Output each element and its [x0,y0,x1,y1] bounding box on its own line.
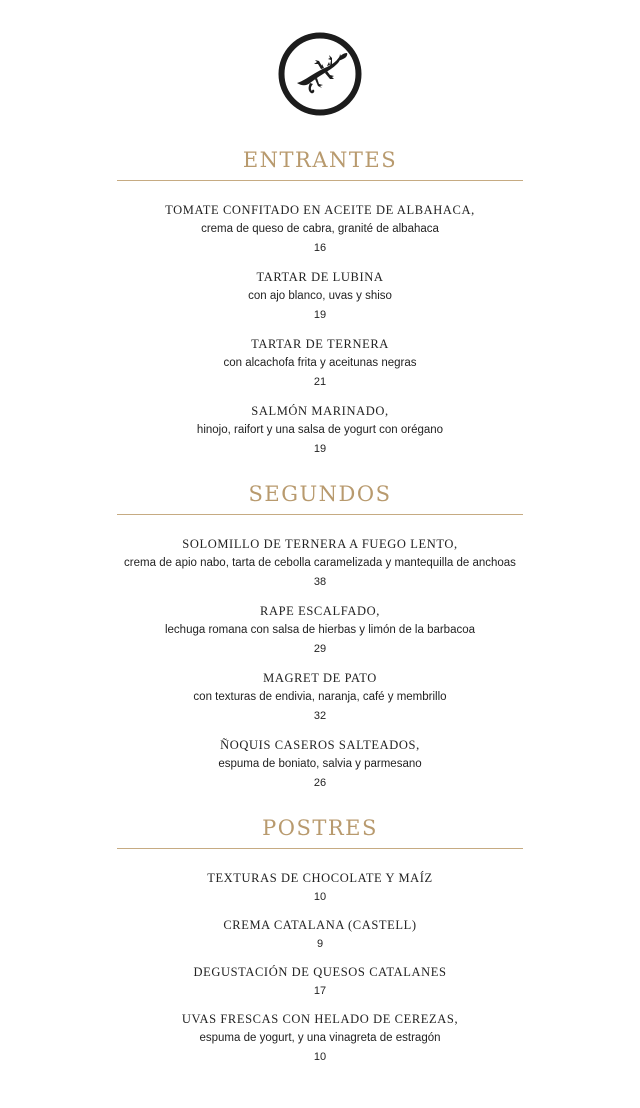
item-name: SOLOMILLO DE TERNERA A FUEGO LENTO, [182,537,458,551]
item-name: DEGUSTACIÓN DE QUESOS CATALANES [193,965,447,979]
item-price: 29 [313,643,327,655]
item-description: con texturas de endivia, naranja, café y membrillo [193,691,447,703]
menu-item [0,268,640,324]
menu-item [0,201,640,257]
item-price: 21 [313,376,327,388]
item-description: con alcachofa frita y aceitunas negras [223,357,417,369]
item-name: RAPE ESCALFADO, [260,604,380,618]
menu-item [0,535,640,591]
item-price: 10 [313,1051,327,1063]
menu-item [0,736,640,792]
item-price: 19 [313,443,327,455]
section-postres [0,814,640,1077]
item-name: UVAS FRESCAS CON HELADO DE CEREZAS, [181,1012,459,1026]
menu-item [0,869,640,906]
menu-item [0,1010,640,1066]
lizard-logo-icon [277,31,363,117]
item-description: espuma de yogurt, y una vinagreta de estragón [199,1032,441,1044]
menu-item [0,669,640,725]
item-description: espuma de boniato, salvia y parmesano [218,758,422,770]
section-divider [117,180,523,181]
section-segundos [0,480,640,803]
menu-item [0,963,640,1000]
item-name: ÑOQUIS CASEROS SALTEADOS, [220,738,420,752]
item-price: 9 [316,938,324,950]
item-name: TARTAR DE LUBINA [256,270,384,284]
item-name: SALMÓN MARINADO, [251,404,389,418]
item-description: con ajo blanco, uvas y shiso [248,290,392,302]
item-description: crema de queso de cabra, granité de albahaca [201,223,439,235]
section-title: POSTRES [262,816,378,840]
item-name: CREMA CATALANA (CASTELL) [223,918,417,932]
menu-item [0,402,640,458]
item-price: 17 [313,985,327,997]
item-name: MAGRET DE PATO [263,671,377,685]
item-description: lechuga romana con salsa de hierbas y limón de la barbacoa [164,624,476,636]
item-price: 10 [313,891,327,903]
section-divider [117,848,523,849]
menu-item [0,335,640,391]
item-description: hinojo, raifort y una salsa de yogurt con orégano [196,424,444,436]
menu-item [0,916,640,953]
item-price: 19 [313,309,327,321]
item-name: TOMATE CONFITADO EN ACEITE DE ALBAHACA, [165,203,475,217]
section-entrantes [0,146,640,469]
menu-item [0,602,640,658]
item-name: TEXTURAS DE CHOCOLATE Y MAÍZ [207,871,433,885]
item-price: 16 [313,242,327,254]
item-price: 26 [313,777,327,789]
section-divider [117,514,523,515]
section-title: SEGUNDOS [248,482,392,506]
item-price: 38 [313,576,327,588]
item-description: crema de apio nabo, tarta de cebolla caramelizada y mantequilla de anchoas [124,557,516,569]
item-name: TARTAR DE TERNERA [251,337,389,351]
item-price: 32 [313,710,327,722]
section-title: ENTRANTES [242,148,398,172]
